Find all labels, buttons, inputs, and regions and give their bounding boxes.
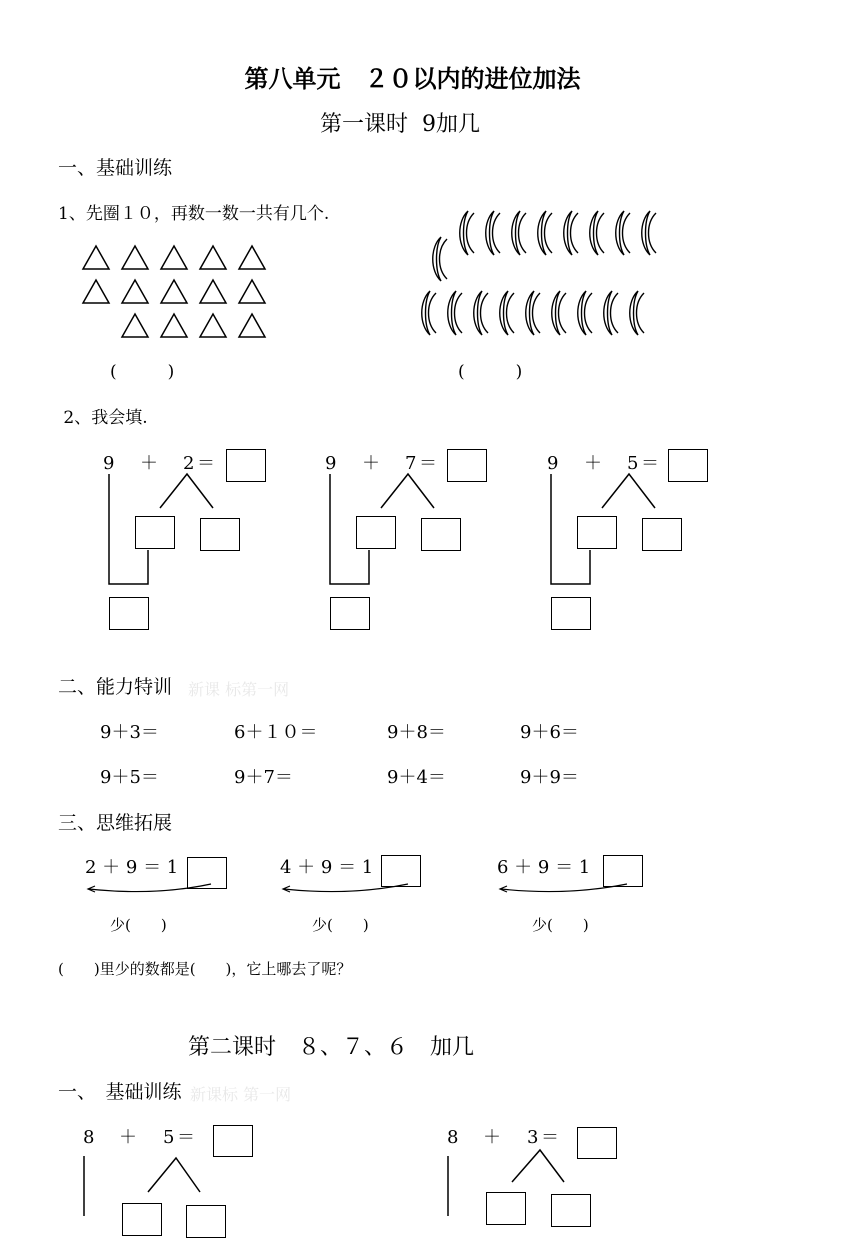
banana [616, 211, 630, 255]
ten-box[interactable] [330, 597, 370, 630]
drill-item: 9＋7＝ [234, 767, 293, 788]
banana [512, 211, 526, 255]
lesson1-section-basic: 一、基础训练 [58, 157, 173, 179]
split-box-left[interactable] [486, 1192, 526, 1225]
equals-sign: ＝ [641, 453, 659, 474]
triangle [200, 280, 226, 303]
addend-b: 5 [163, 1127, 175, 1148]
banana [486, 211, 500, 255]
equals-sign: ＝ [541, 1127, 559, 1148]
triangle [239, 246, 265, 269]
equals-sign: ＝ [197, 453, 215, 474]
thinking-expression: 6 ＋ 9 ＝ 1 [497, 857, 591, 878]
less-label: 少( ) [312, 916, 369, 934]
split-box-left[interactable] [577, 516, 617, 549]
triangle [83, 246, 109, 269]
ten-box[interactable] [109, 597, 149, 630]
addend-a: 9 [547, 453, 559, 474]
drill-item: 9＋9＝ [520, 767, 579, 788]
drill-item: 6＋１０＝ [234, 722, 318, 743]
answer-paren-triangles: ( ) [110, 362, 175, 382]
banana [422, 291, 436, 335]
addend-b: 2 [183, 453, 195, 474]
drill-item: 9＋6＝ [520, 722, 579, 743]
banana [538, 211, 552, 255]
triangle [83, 280, 109, 303]
banana [604, 291, 618, 335]
banana [474, 291, 488, 335]
drill-item: 9＋3＝ [100, 722, 159, 743]
thinking-expression: 4 ＋ 9 ＝ 1 [280, 857, 374, 878]
split-box-left[interactable] [122, 1203, 162, 1236]
triangle [200, 246, 226, 269]
equals-sign: ＝ [419, 453, 437, 474]
addend-b: 3 [527, 1127, 539, 1148]
ten-box[interactable] [551, 597, 591, 630]
question-2: 2、我会填. [58, 408, 148, 428]
banana [564, 211, 578, 255]
triangle [122, 314, 148, 337]
split-box-right[interactable] [551, 1194, 591, 1227]
triangle [200, 314, 226, 337]
addend-a: 8 [447, 1127, 459, 1148]
triangle [161, 280, 187, 303]
lesson2-title: 第二课时 ８、７、６ 加几 [188, 1035, 475, 1060]
answer-box[interactable] [668, 449, 708, 482]
banana [578, 291, 592, 335]
banana [433, 237, 447, 281]
addend-a: 9 [103, 453, 115, 474]
addend-a: 9 [325, 453, 337, 474]
plus-sign: ＋ [483, 1127, 501, 1148]
split-box-right[interactable] [642, 518, 682, 551]
plus-sign: ＋ [584, 453, 602, 474]
triangles-figure [80, 243, 270, 343]
watermark: 新课 标第一网 [188, 680, 290, 699]
arrow-curve [85, 880, 225, 900]
answer-box[interactable] [213, 1125, 253, 1157]
lesson1-title: 第一课时 9加几 [320, 112, 480, 137]
triangle [161, 246, 187, 269]
thinking-expression: 2 ＋ 9 ＝ 1 [85, 857, 179, 878]
question-1: 1、先圈１０，再数一数一共有几个. [58, 204, 330, 224]
banana [526, 291, 540, 335]
triangle [122, 280, 148, 303]
lesson1-section-ability: 二、能力特训 [58, 676, 173, 698]
arrow-curve [497, 878, 637, 898]
plus-sign: ＋ [362, 453, 380, 474]
watermark: 新课标 第一网 [190, 1085, 292, 1104]
drill-item: 9＋8＝ [387, 722, 446, 743]
less-label: 少( ) [532, 916, 589, 934]
addend-b: 5 [627, 453, 639, 474]
addend-b: 7 [405, 453, 417, 474]
banana [630, 291, 644, 335]
answer-paren-bananas: ( ) [458, 362, 523, 382]
triangle [161, 314, 187, 337]
split-box-left[interactable] [135, 516, 175, 549]
split-box-right[interactable] [200, 518, 240, 551]
split-box-right[interactable] [186, 1205, 226, 1238]
lesson1-section-thinking: 三、思维拓展 [58, 812, 173, 834]
triangle [122, 246, 148, 269]
answer-box[interactable] [226, 449, 266, 482]
split-box-right[interactable] [421, 518, 461, 551]
banana [500, 291, 514, 335]
equals-sign: ＝ [177, 1127, 195, 1148]
less-label: 少( ) [110, 916, 167, 934]
plus-sign: ＋ [140, 453, 158, 474]
banana [552, 291, 566, 335]
banana [460, 211, 474, 255]
drill-item: 9＋4＝ [387, 767, 446, 788]
banana [448, 291, 462, 335]
thinking-question: ( )里少的数都是( )，它上哪去了呢？ [58, 960, 352, 978]
arrow-curve [280, 878, 420, 898]
drill-item: 9＋5＝ [100, 767, 159, 788]
split-box-left[interactable] [356, 516, 396, 549]
plus-sign: ＋ [119, 1127, 137, 1148]
answer-box[interactable] [447, 449, 487, 482]
answer-box[interactable] [577, 1127, 617, 1159]
banana [642, 211, 656, 255]
banana [590, 211, 604, 255]
lesson2-section-basic: 一、 基础训练 [58, 1081, 182, 1103]
addend-a: 8 [83, 1127, 95, 1148]
bananas-figure [415, 205, 665, 340]
page-title: 第八单元 ２０以内的进位加法 [244, 65, 581, 93]
triangle [239, 280, 265, 303]
triangle [239, 314, 265, 337]
